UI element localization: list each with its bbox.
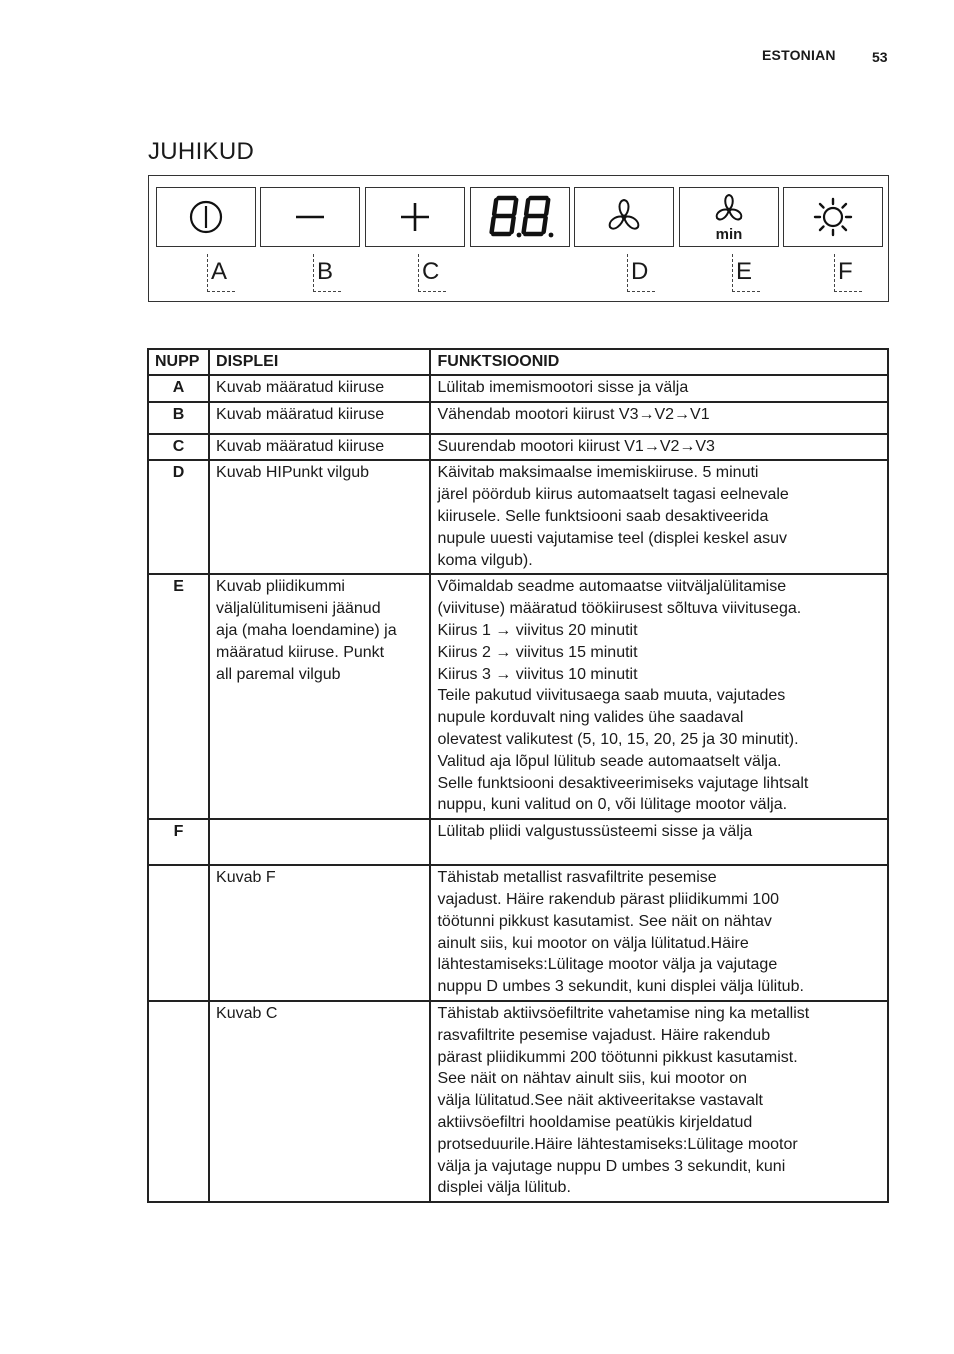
row-function: Tähistab aktiivsöefiltrite vahetamise ning ka metallist rasvafiltrite pesemise vajadust. Häire rakendub pärast pliidikummi 200 töötunni pikkust kasutamist. See näit on nähtav ainult siis, kui mootor on välja lülitatud.See näit aktiveeritakse vastavalt aktiivsöefiltri hooldamise peatükis kirjeldatud protseduurile.Häire lähtestamiseks:Lülitage mootor välja ja vajutage nuppu D umbes 3 sekundit, kuni displei välja lülitub. [430,1001,888,1202]
row-function: Käivitab maksimaalse imemiskiiruse. 5 minuti järel pöördub kiirus automaatselt tagasi eelnevale kiirusele. Selle funktsiooni saab desaktiveerida nupule uuesti vajutamise teel (displei keskel asuv koma vilgub). [430,460,888,574]
fan-min-label: min [715,226,743,243]
callout-e [732,254,762,292]
row-display: Kuvab C [209,1001,430,1202]
row-key: D [148,460,209,574]
table-row [148,574,888,819]
seven-segment-display [470,187,570,247]
callout-d [627,254,657,292]
row-function: Vähendab mootori kiirust V3→V2→V1 [430,402,888,434]
callout-a [207,254,237,292]
plus-icon [395,197,435,237]
row-key: E [148,574,209,819]
table-row [148,1001,888,1202]
row-key [148,1001,209,1202]
fan-icon [602,195,646,239]
fan-boost-button[interactable] [574,187,674,247]
table-header-row [148,349,888,375]
row-function: Tähistab metallist rasvafiltrite pesemise vajadust. Häire rakendub pärast pliidikummi 100 töötunni pikkust kasutamist. See näit on nähtav ainult siis, kui mootor on välja lülitatud.Häire lähtestamiseks:Lülitage mootor välja ja vajutage nuppu D umbes 3 sekundit, kuni displei välja lülitub. [430,865,888,1001]
power-icon [186,197,226,237]
table-row [148,819,888,865]
row-display: Kuvab määratud kiiruse [209,375,430,402]
row-key: B [148,402,209,434]
callout-b [313,254,343,292]
plus-button[interactable] [365,187,465,247]
row-key: C [148,434,209,461]
light-button[interactable] [783,187,883,247]
callout-c [418,254,448,292]
table-row [148,865,888,1001]
row-function: Suurendab mootori kiirust V1→V2→V3 [430,434,888,461]
header-displei: DISPLEI [209,349,430,375]
control-panel-diagram [148,175,889,302]
minus-icon [290,197,330,237]
row-key [148,865,209,1001]
row-display: Kuvab määratud kiiruse [209,402,430,434]
table-row [148,434,888,461]
callout-label: C [422,258,440,285]
callout-label: E [736,258,753,285]
callout-label: B [317,258,334,285]
row-key: F [148,819,209,865]
row-function: Lülitab imemismootori sisse ja välja [430,375,888,402]
row-display: Kuvab F [209,865,430,1001]
minus-button[interactable] [260,187,360,247]
table-row [148,460,888,574]
row-function: Võimaldab seadme automaatse viitväljalülitamise (viivituse) määratud töökiirusest sõltuva viivitusega. Kiirus 1 → viivitus 20 minutit Kiirus 2 → viivitus 15 minutit Kiirus 3 → viivitus 10 minutit Teile pakutud viivitusaega saab muuta, vajutades nupule korduvalt ning valides ühe saadaval olevatest valikutest (5, 10, 15, 20, 25 ja 30 minutit). Valitud aja lõpul lülitub seade automaatselt välja. Selle funktsiooni desaktiveerimiseks vajutage lihtsalt nuppu, kuni valitud on 0, või lülitage mootor välja. [430,574,888,819]
row-function: Lülitab pliidi valgustussüsteemi sisse ja välja [430,819,888,865]
page-header-language: ESTONIAN [762,47,836,63]
table-row [148,402,888,434]
header-nupp: NUPP [148,349,209,375]
row-display: Kuvab pliidikummi väljalülitumiseni jäänud aja (maha loendamine) ja määratud kiiruse. Punkt all paremal vilgub [209,574,430,819]
functions-table [147,348,889,1203]
fan-min-timer-button[interactable] [679,187,779,247]
light-icon [811,195,855,239]
callout-label: F [838,258,853,285]
row-key: A [148,375,209,402]
callout-f [834,254,864,292]
page-number: 53 [872,49,888,65]
callout-label: D [631,258,649,285]
header-funktsioonid: FUNKTSIOONID [430,349,888,375]
row-display [209,819,430,865]
seven-segment-display-icon [485,194,555,240]
row-display: Kuvab määratud kiiruse [209,434,430,461]
power-button[interactable] [156,187,256,247]
callout-label: A [211,258,228,285]
table-row [148,375,888,402]
section-title: JUHIKUD [148,138,255,165]
row-display: Kuvab HIPunkt vilgub [209,460,430,574]
